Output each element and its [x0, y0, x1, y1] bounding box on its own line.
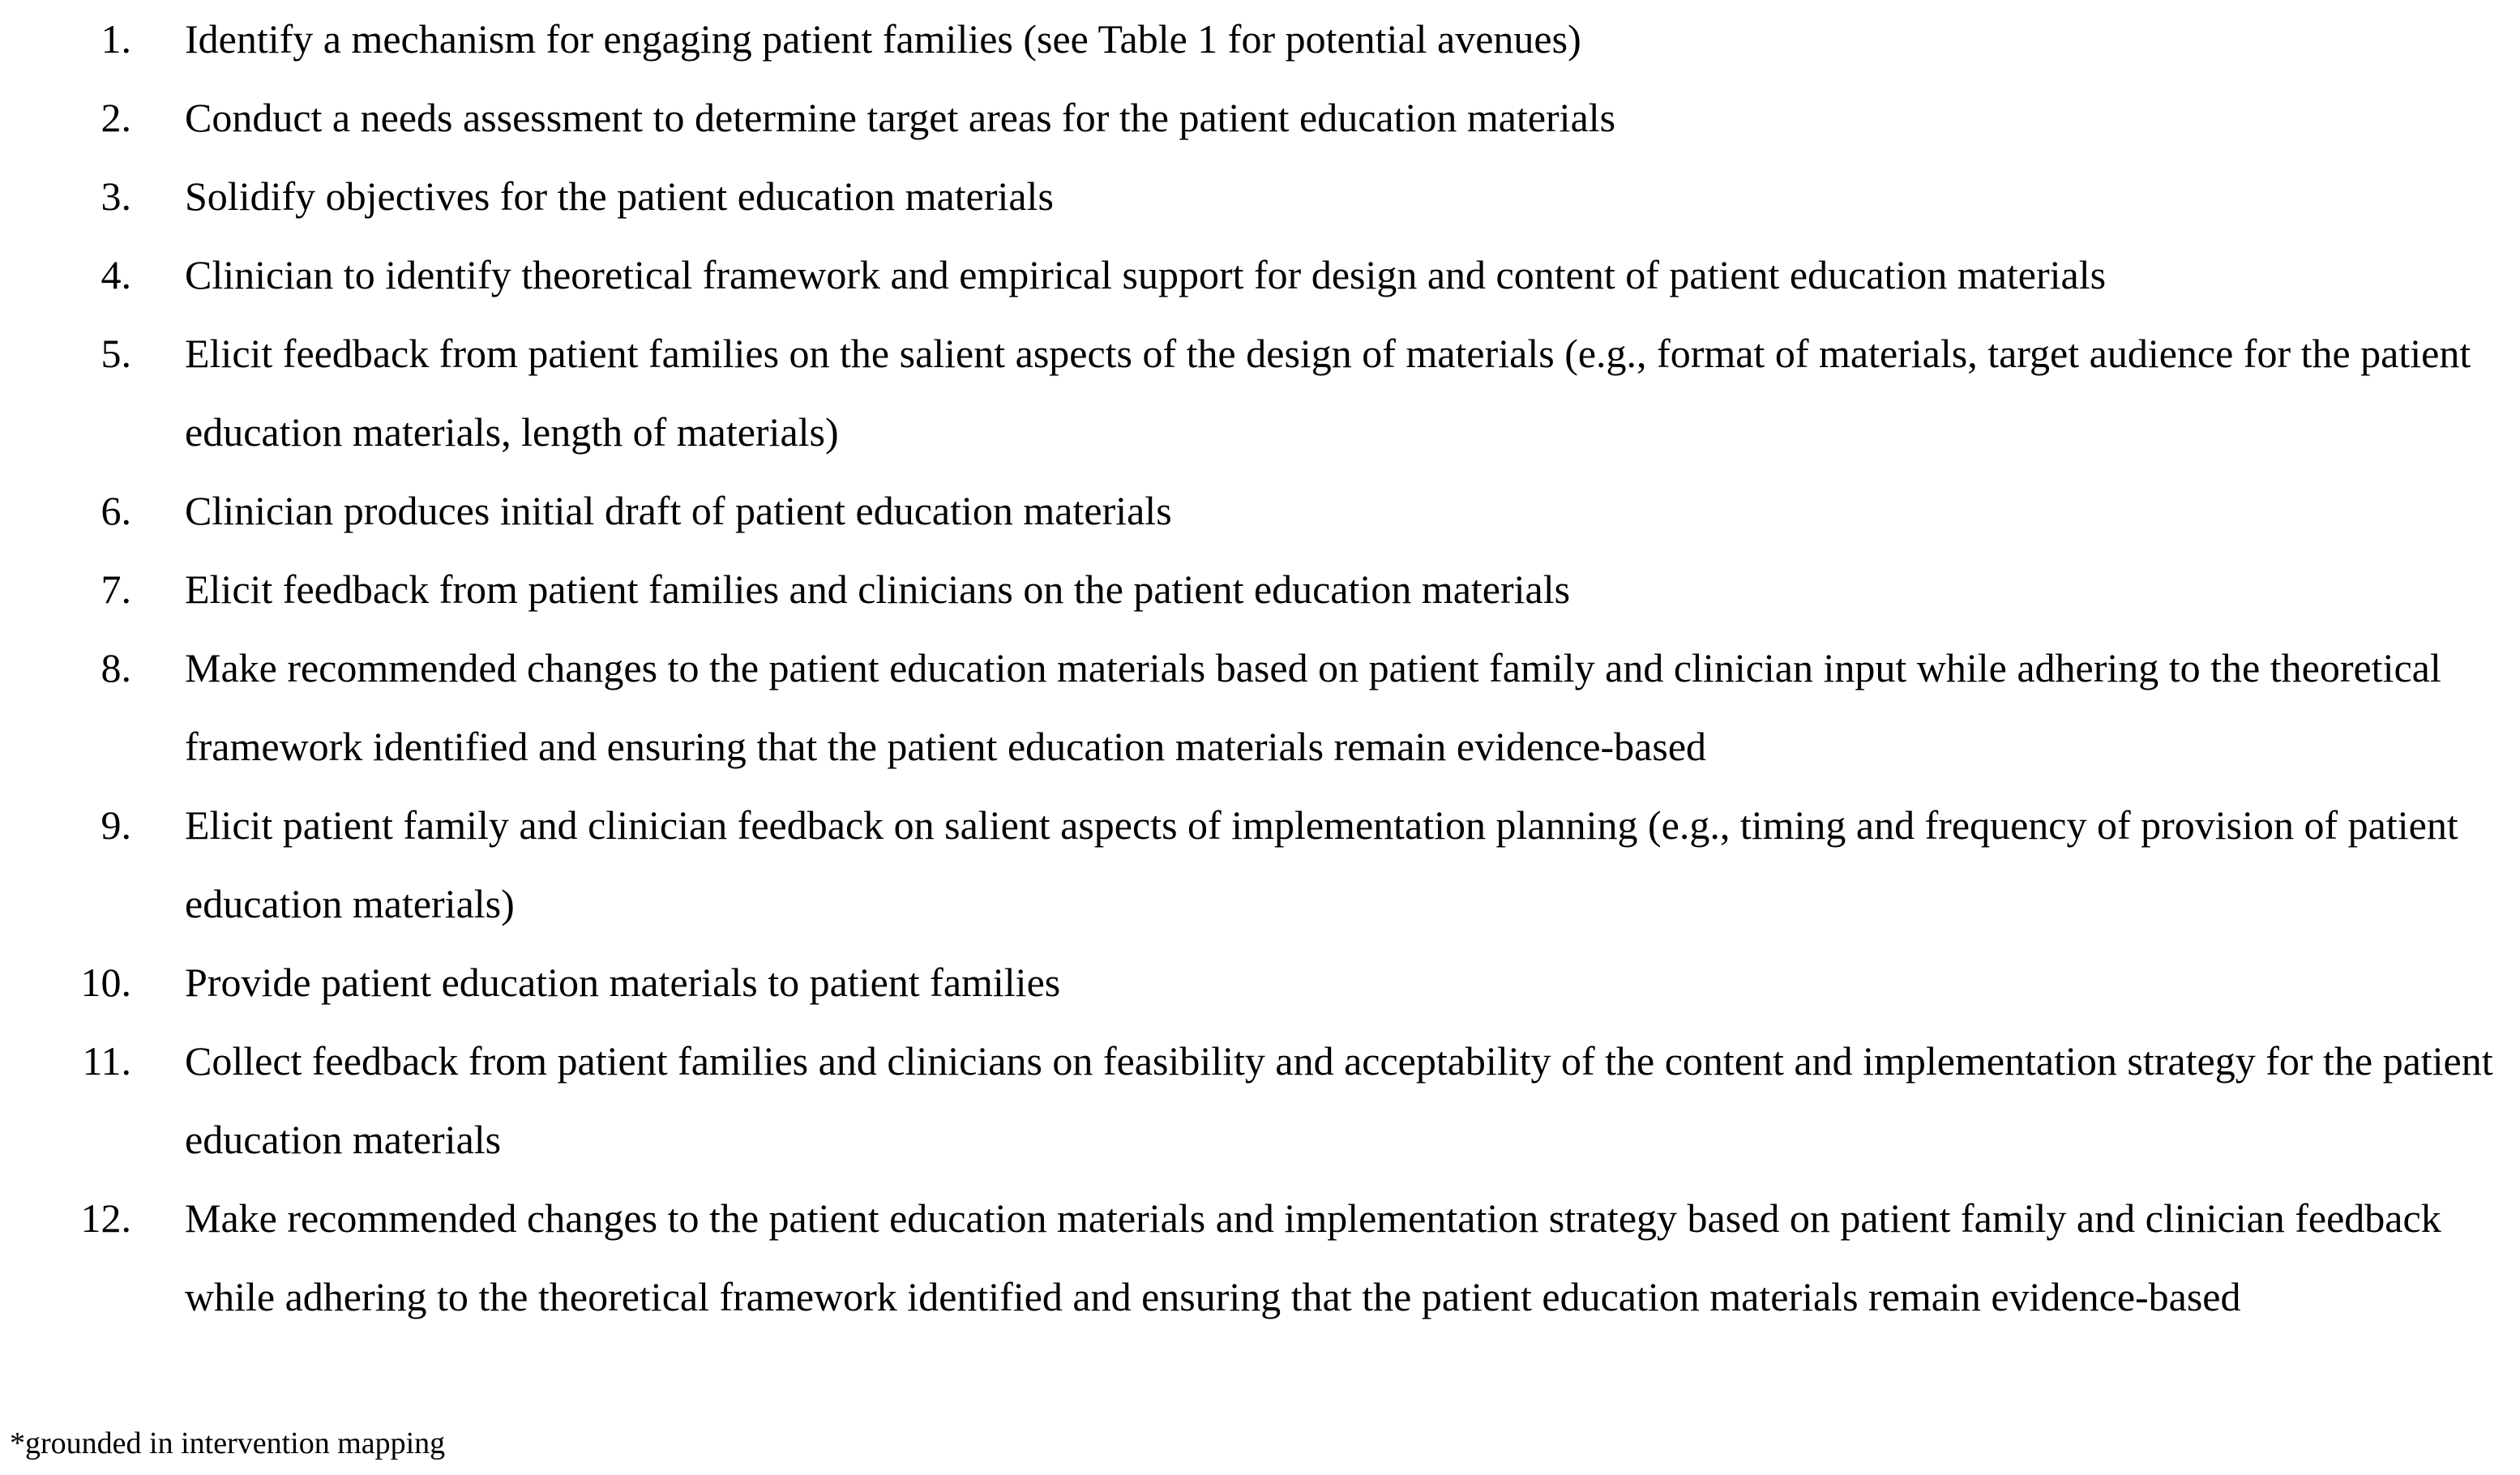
- step-text: Conduct a needs assessment to determine target areas for the patient education materials: [185, 95, 1616, 140]
- step-text: Make recommended changes to the patient education materials based on patient family and clinician input while adhering to the theoretical framework identified and ensuring that the patient education materials remain evidence-based: [185, 645, 2441, 769]
- step-text: Elicit patient family and clinician feedback on salient aspects of implementation planning (e.g., timing and frequency of provision of patient education materials): [185, 802, 2458, 926]
- step-item: [0, 786, 2520, 943]
- step-number: 2.: [101, 95, 131, 140]
- step-number: 9.: [101, 802, 131, 848]
- step-item: [0, 1179, 2520, 1336]
- step-item: [0, 629, 2520, 786]
- step-number: 6.: [101, 488, 131, 533]
- step-text: Provide patient education materials to patient families: [185, 960, 1061, 1005]
- step-item: [0, 79, 2520, 157]
- footnote: *grounded in intervention mapping: [10, 1426, 446, 1460]
- step-text: Identify a mechanism for engaging patient families (see Table 1 for potential avenues): [185, 16, 1581, 62]
- step-item: [0, 550, 2520, 629]
- step-number: 11.: [82, 1038, 131, 1084]
- step-number: 3.: [101, 173, 131, 219]
- step-number: 10.: [80, 960, 131, 1005]
- step-number: 1.: [101, 16, 131, 62]
- step-number: 5.: [101, 331, 131, 376]
- step-item: [0, 472, 2520, 550]
- step-item: [0, 157, 2520, 236]
- step-number: 12.: [80, 1195, 131, 1241]
- step-number: 4.: [101, 252, 131, 297]
- step-item: [0, 236, 2520, 314]
- step-text: Elicit feedback from patient families on the salient aspects of the design of materials (e.g., format of materials, target audience for the patient education materials, length of materials): [185, 331, 2471, 455]
- step-text: Collect feedback from patient families and clinicians on feasibility and acceptability of the content and implementation strategy for the patient education materials: [185, 1038, 2493, 1162]
- step-text: Solidify objectives for the patient education materials: [185, 173, 1054, 219]
- step-item: [0, 0, 2520, 79]
- step-number: 7.: [101, 566, 131, 612]
- step-number: 8.: [101, 645, 131, 690]
- step-item: [0, 943, 2520, 1022]
- step-item: [0, 314, 2520, 472]
- step-text: Make recommended changes to the patient education materials and implementation strategy based on patient family and clinician feedback while adhering to the theoretical framework identified and ensuring that the patient education materials remain evidence-based: [185, 1195, 2441, 1319]
- step-text: Clinician to identify theoretical framework and empirical support for design and content of patient education materials: [185, 252, 2107, 297]
- step-text: Elicit feedback from patient families and clinicians on the patient education materials: [185, 566, 1571, 612]
- step-item: [0, 1022, 2520, 1179]
- step-text: Clinician produces initial draft of patient education materials: [185, 488, 1172, 533]
